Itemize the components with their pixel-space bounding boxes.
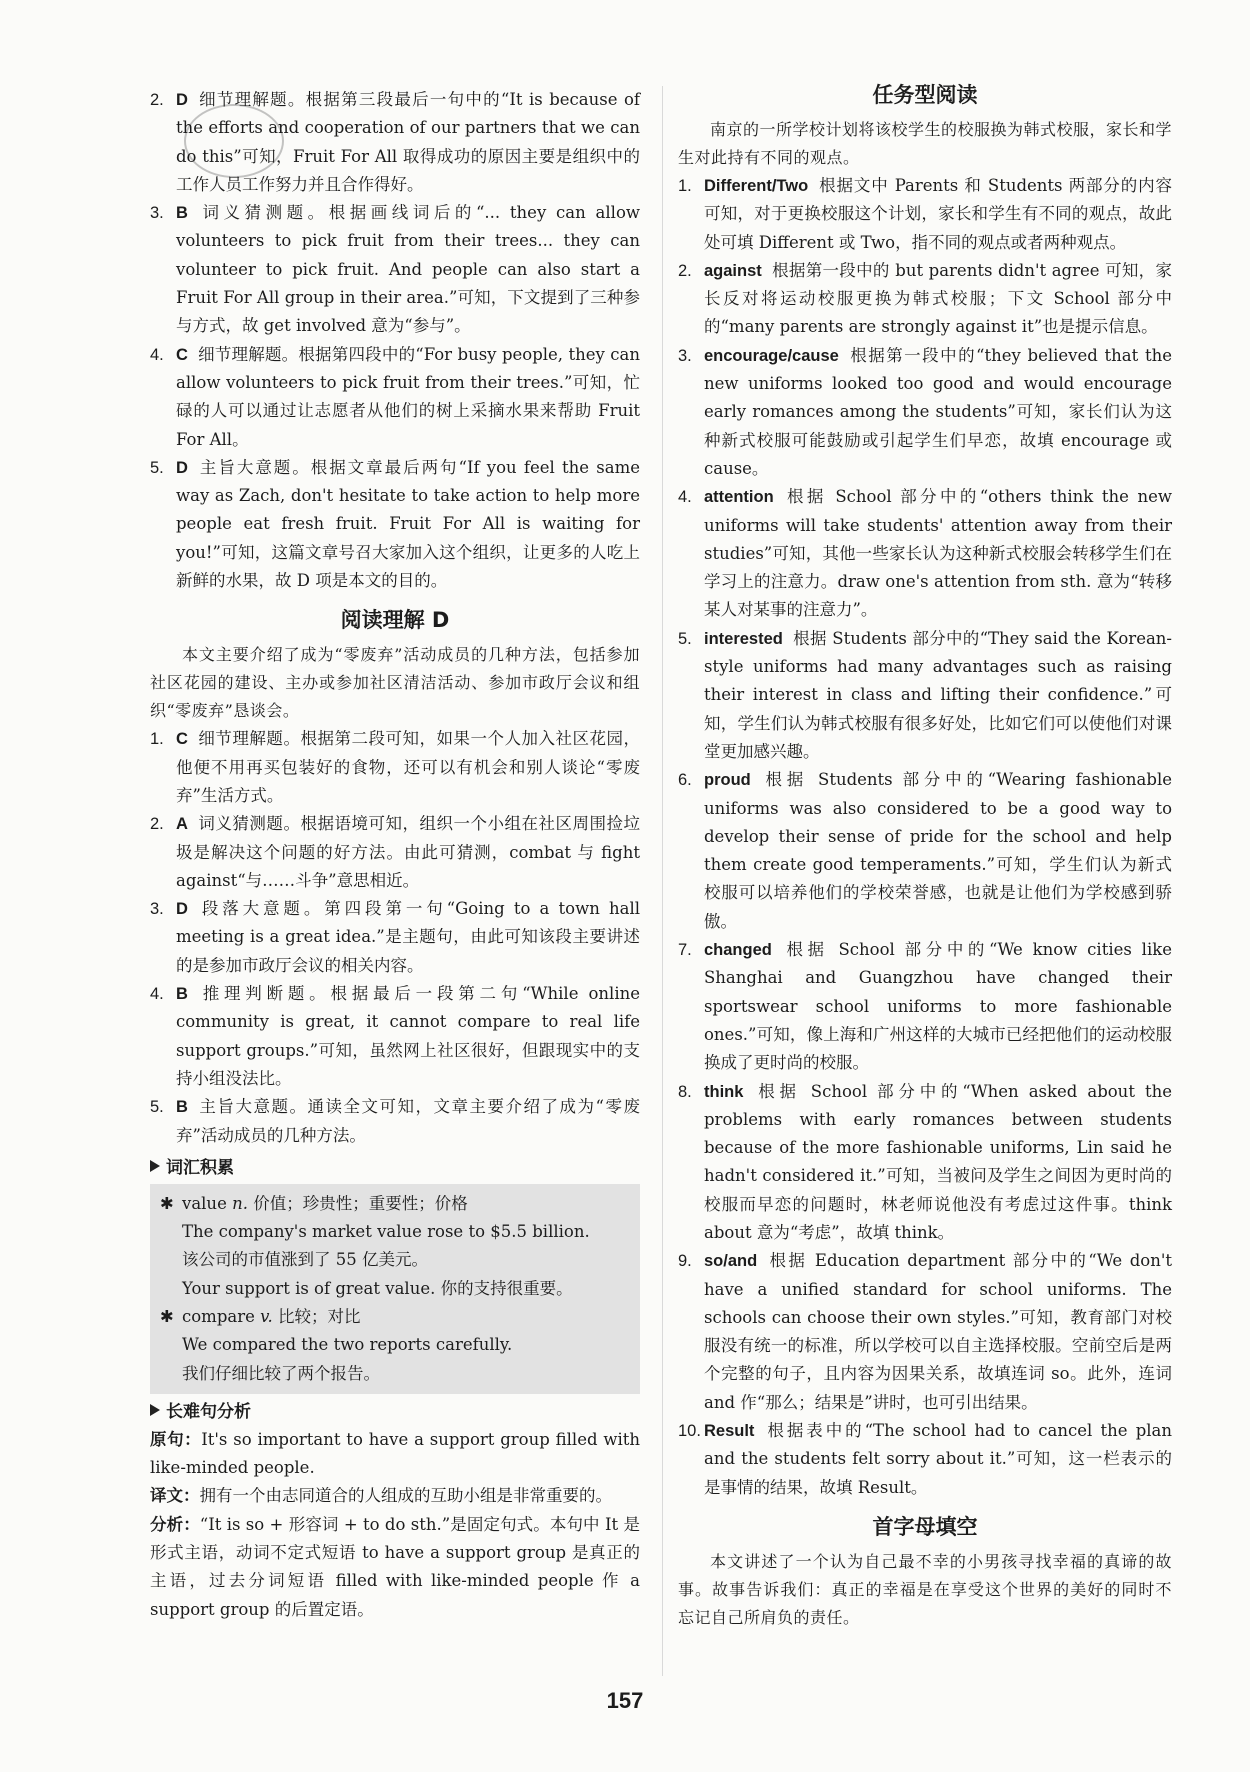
- explanation: 根据 School 部分中的“others think the new uniforms will take students' attention away from their studies”可知，其他一些家长认为这种新式校服会转移学生们在学习上的注意力。draw one's attention from sth. 意为“转移某人对某事的注意力”。: [704, 487, 1172, 620]
- section-intro-reading-d: 本文主要介绍了成为“零废弃”活动成员的几种方法，包括参加社区花园的建设、主办或参加社区清洁活动、参加市政厅会议和组织“零废弃”恳谈会。: [150, 645, 640, 721]
- answer-item: [678, 172, 1172, 257]
- vocab-entry-head: [160, 1190, 630, 1218]
- item-number: 8.: [678, 1082, 692, 1101]
- answer-key: D: [176, 91, 188, 109]
- right-column: [678, 83, 1173, 1632]
- item-number: 5.: [150, 1098, 164, 1117]
- vocab-word: compare: [182, 1306, 255, 1326]
- analysis: 分析：“It is so + 形容词 + to do sth.”是固定句式。本句中 It 是形式主语，动词不定式短语 to have a support group 是真正的主语，过去分词短语 filled with like-minded people 作 a support group 的后置定语。: [150, 1514, 640, 1619]
- answer-item: [678, 483, 1172, 624]
- explanation: 细节理解题。根据第二段可知，如果一个人加入社区花园，他便不用再买包装好的食物，还可以有机会和别人谈论“零废弃”生活方式。: [176, 729, 640, 805]
- vocab-pos: n.: [232, 1193, 248, 1213]
- explanation: 根据 School 部分中的“We know cities like Shanghai and Guangzhou have changed their sportswear school uniforms to more fashionable ones.”可知，像上海和广州这样的大城市已经把他们的运动校服换成了更时尚的校服。: [704, 940, 1172, 1073]
- item-number: 2.: [150, 91, 164, 109]
- answer-key: so/and: [704, 1252, 758, 1271]
- answer-key: attention: [704, 488, 774, 507]
- section-title-reading-d: 阅读理解 D: [340, 608, 450, 633]
- answer-item: [678, 625, 1172, 766]
- answer-key: D: [176, 458, 188, 477]
- answers-task-reading: [678, 172, 1172, 1502]
- answer-item: [150, 1093, 640, 1150]
- section-title-cloze: 首字母填空: [872, 1514, 978, 1539]
- explanation: 段落大意题。第四段第一句“Going to a town hall meeting is a great idea.”是主题句，由此可知该段主要讲述的是参加市政厅会议的相关内容。: [176, 899, 640, 975]
- vocab-example: We compared the two reports carefully.: [182, 1335, 513, 1355]
- answer-item: [678, 766, 1172, 936]
- item-number: 2.: [678, 261, 692, 280]
- column-divider: [662, 86, 663, 1676]
- item-number: 5.: [150, 458, 164, 477]
- item-number: 9.: [678, 1252, 692, 1271]
- vocab-example: Your support is of great value. 你的支持很重要。: [182, 1278, 573, 1298]
- answer-item: [150, 725, 640, 810]
- vocab-example: 该公司的市值涨到了 55 亿美元。: [182, 1250, 428, 1270]
- explanation: 细节理解题。根据第四段中的“For busy people, they can allow volunteers to pick fruit from their trees.”可知，忙碌的人可以通过让志愿者从他们的树上采摘水果来帮助 Fruit For All。: [176, 344, 640, 449]
- explanation: 词义猜测题。根据语境可知，组织一个小组在社区周围捡垃圾是解决这个问题的好方法。由此可猜测，combat 与 fight against“与……斗争”意思相近。: [176, 814, 640, 890]
- vocab-meaning: 价值；珍贵性；重要性；价格: [253, 1193, 468, 1213]
- answer-key: B: [176, 985, 188, 1004]
- answer-item: [678, 1417, 1172, 1502]
- answer-item: [678, 1078, 1172, 1248]
- vocab-box: [150, 1184, 640, 1394]
- answer-item: [150, 199, 640, 340]
- section-title-task-reading: 任务型阅读: [872, 83, 978, 107]
- explanation: 词义猜测题。根据画线词后的“... they can allow volunteers to pick fruit from their trees... they can volunteer to pick fruit. And people can also start a Fruit For All group in their area.”可知，下文提到了三种参与方式，故 get involved 意为“参与”。: [176, 203, 640, 336]
- item-number: 3.: [678, 346, 692, 365]
- triangle-bullet-icon: [150, 1160, 160, 1172]
- explanation: 根据文中 Parents 和 Students 两部分的内容可知，对于更换校服这个计划，家长和学生有不同的观点，故此处可填 Different 或 Two，指不同的观点或者两种观点。: [704, 176, 1172, 252]
- item-number: 3.: [150, 204, 164, 223]
- answer-key: A: [176, 815, 188, 834]
- item-number: 10.: [678, 1422, 701, 1441]
- answer-key: Different/Two: [704, 177, 809, 195]
- page-number: 157: [606, 1688, 644, 1713]
- answer-key: D: [176, 900, 188, 919]
- item-number: 4.: [150, 985, 164, 1004]
- answer-key: B: [176, 1098, 188, 1117]
- explanation: 主旨大意题。通读全文可知，文章主要介绍了成为“零废弃”活动成员的几种方法。: [176, 1097, 640, 1145]
- explanation: 根据 Students 部分中的“Wearing fashionable uniforms was also considered to be a good way to develop their sense of pride for the school and help them create good temperaments.”可知，学生们认为新式校服可以培养他们的学校荣誉感，也就是让他们为学校感到骄傲。: [704, 770, 1172, 931]
- answer-key: C: [176, 730, 188, 749]
- answer-item: [150, 810, 640, 895]
- original-sentence: 原句：It's so important to have a support group filled with like-minded people.: [150, 1429, 641, 1478]
- item-number: 1.: [150, 730, 164, 749]
- section-intro-cloze: 本文讲述了一个认为自己最不幸的小男孩寻找幸福的真谛的故事。故事告诉我们：真正的幸福是在享受这个世界的美好的同时不忘记自己所肩负的责任。: [678, 1551, 1172, 1627]
- item-number: 5.: [678, 629, 692, 648]
- answer-key: encourage/cause: [704, 346, 839, 365]
- explanation: 主旨大意题。根据文章最后两句“If you feel the same way as Zach, don't hesitate to take action to help more people eat fresh fruit. Fruit For All is waiting for you!”可知，这篇文章号召大家加入这个组织，让更多的人吃上新鲜的水果，故 D 项是本文的目的。: [176, 457, 640, 591]
- answer-key: interested: [704, 629, 783, 648]
- item-number: 2.: [150, 815, 164, 834]
- answer-key: think: [704, 1082, 744, 1101]
- answer-item: [678, 936, 1172, 1077]
- answer-item: [150, 980, 640, 1093]
- vocab-heading: 词汇积累: [150, 1154, 640, 1182]
- translation: 译文：拥有一个由志同道合的人组成的互助小组是非常重要的。: [150, 1486, 612, 1506]
- vocab-example: The company's market value rose to $5.5 billion.: [182, 1222, 590, 1242]
- item-number: 7.: [678, 941, 692, 960]
- asterisk-icon: ✱: [160, 1193, 174, 1213]
- sentence-analysis-heading: 长难句分析: [150, 1398, 640, 1426]
- explanation: 根据表中的“The school had to cancel the plan and the students felt sorry about it.”可知，这一栏表示的是事情的结果，故填 Result。: [704, 1421, 1172, 1497]
- item-number: 1.: [678, 177, 692, 195]
- explanation: 根据 Education department 部分中的“We don't have a unified standard for school uniforms. The schools can choose their own styles.”可知，教育部门对校服没有统一的标准，所以学校可以自主选择校服。空前空后是两个完整的句子，且内容为因果关系，故填连词 so。此外，连词 and 作“那么；结果是”讲时，也可引出结果。: [704, 1251, 1172, 1412]
- answer-item: [150, 895, 640, 980]
- left-column: [150, 86, 640, 1624]
- vocab-example: 我们仔细比较了两个报告。: [182, 1363, 380, 1383]
- section-intro-task-reading: 南京的一所学校计划将该校学生的校服换为韩式校服，家长和学生对此持有不同的观点。: [678, 120, 1173, 167]
- vocab-pos: v.: [260, 1306, 273, 1326]
- explanation: 细节理解题。根据第三段最后一句中的“It is because of the efforts and cooperation of our partners that we can do this”可知，Fruit For All 取得成功的原因主要是组织中的工作人员工作努力并且合作得好。: [176, 90, 640, 194]
- answer-item: [150, 341, 640, 454]
- explanation: 推理判断题。根据最后一段第二句“While online community is great, it cannot compare to real life support groups.”可知，虽然网上社区很好，但跟现实中的支持小组没法比。: [176, 984, 640, 1088]
- answer-key: against: [704, 261, 762, 280]
- item-number: 6.: [678, 771, 692, 790]
- answer-key: B: [176, 204, 188, 223]
- answer-key: Result: [704, 1422, 755, 1441]
- answer-key: proud: [704, 771, 751, 790]
- answer-item: [678, 1247, 1172, 1417]
- answer-item: [150, 86, 640, 199]
- vocab-entry-head: [160, 1303, 630, 1331]
- answers-reading-c-continued: [150, 86, 640, 595]
- explanation: 根据 School 部分中的“When asked about the problems with early romances between students because of the more fashionable uniforms, Lin said he hadn't considered it.”可知，当被问及学生之间因为更时尚的校服而早恋的问题时，林老师说他没有考虑过这件事。think about 意为“考虑”，故填 think。: [704, 1081, 1172, 1242]
- answer-item: [678, 257, 1172, 342]
- explanation: 根据第一段中的“they believed that the new uniforms looked too good and would encourage early romances among the students”可知，家长们认为这种新式校服可能鼓励或引起学生们早恋，故填 encourage 或 cause。: [704, 345, 1172, 478]
- item-number: 4.: [150, 345, 164, 364]
- explanation: 根据第一段中的 but parents didn't agree 可知，家长反对将运动校服更换为韩式校服；下文 School 部分中的“many parents are strongly against it”也是提示信息。: [704, 260, 1172, 337]
- explanation: 根据 Students 部分中的“They said the Korean-style uniforms had many advantages such as raising their interest in class and lifting their confidence.”可知，学生们认为韩式校服有很多好处，比如它们可以使他们对课堂更加感兴趣。: [704, 628, 1172, 761]
- answer-item: [678, 342, 1172, 483]
- item-number: 3.: [150, 900, 164, 919]
- item-number: 4.: [678, 488, 692, 507]
- triangle-bullet-icon: [150, 1404, 160, 1416]
- vocab-word: value: [182, 1193, 227, 1213]
- answer-key: changed: [704, 941, 772, 960]
- answer-item: [150, 454, 640, 595]
- answers-reading-d: [150, 725, 640, 1149]
- asterisk-icon: ✱: [160, 1306, 174, 1326]
- answer-key: C: [176, 345, 188, 364]
- vocab-meaning: 比较；对比: [277, 1306, 361, 1326]
